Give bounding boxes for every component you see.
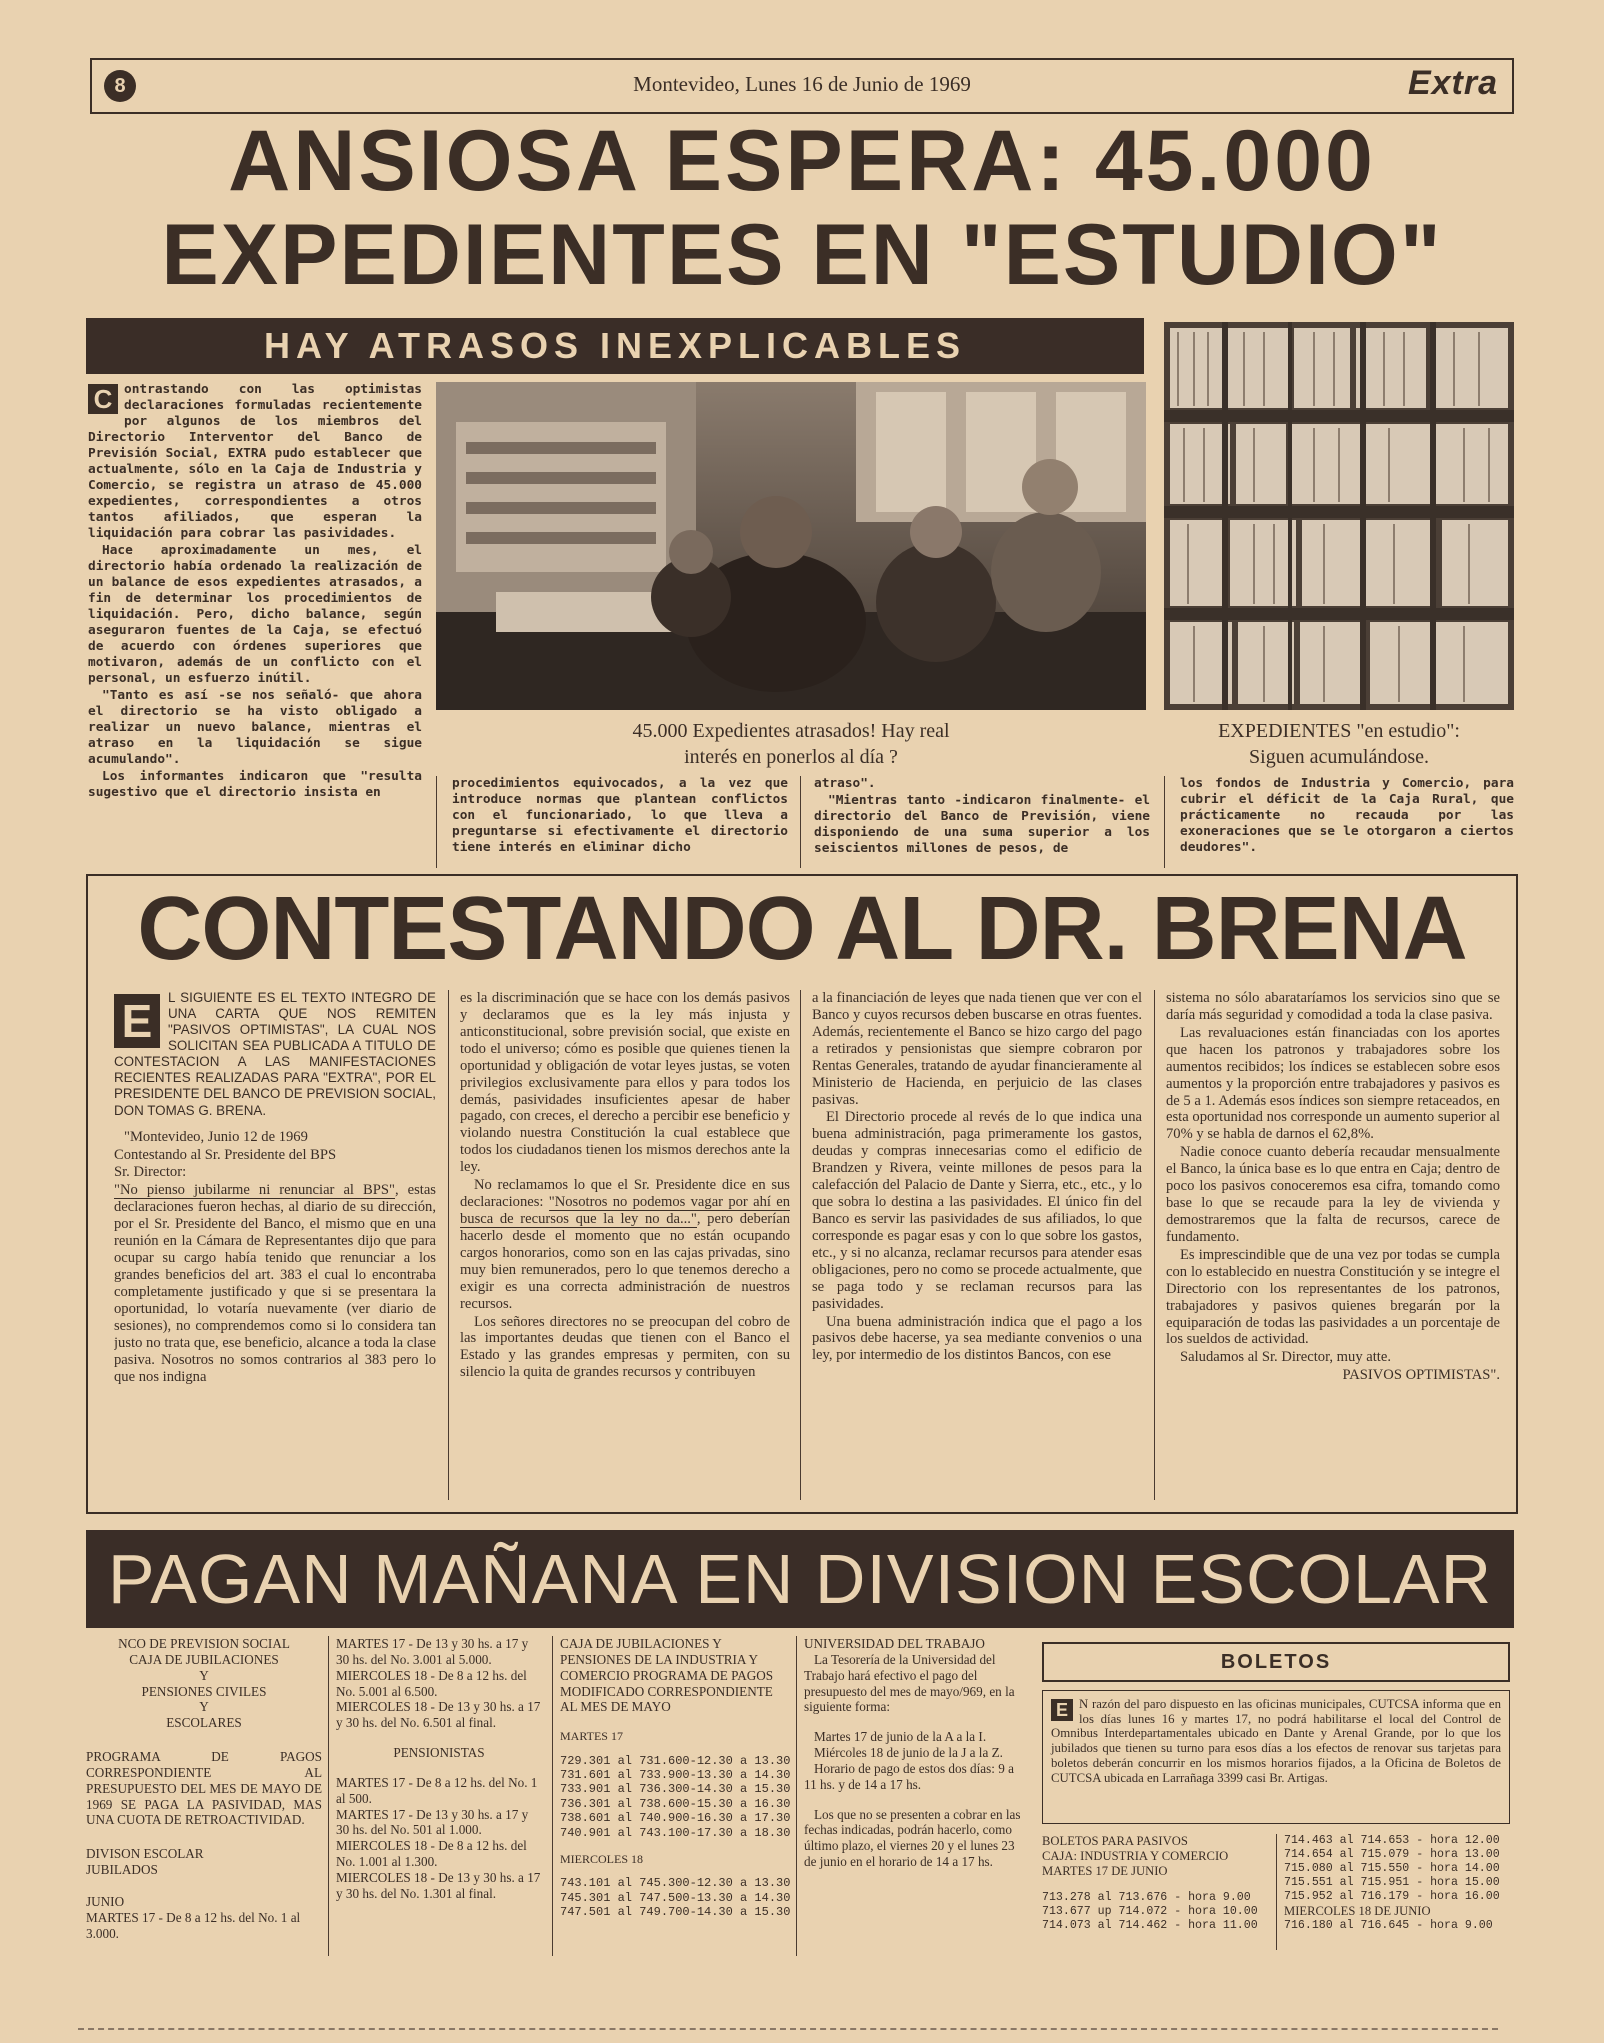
- story2-headline: CONTESTANDO AL DR. BRENA: [137, 879, 1467, 979]
- boletos-row-9: 716.180 al 716.645 - hora 9.00: [1284, 1918, 1493, 1932]
- story2-divider-3: [1154, 990, 1155, 1500]
- industria-row-4: 736.301 al 738.600-15.30 a 16.30: [560, 1796, 790, 1811]
- story2-column-4: [1166, 990, 1500, 1500]
- story2-dropcap: E: [114, 994, 160, 1048]
- boletos-row-5: 714.654 al 715.079 - hora 13.00: [1284, 1847, 1500, 1861]
- bps-program-text: PROGRAMA DE PAGOS CORRESPONDIENTE AL PRESUPUESTO DEL MES DE MAYO DE 1969 SE PAGA LA PASIVIDAD, MAS UNA CUOTA DE RETROACTIVIDAD.: [86, 1749, 322, 1828]
- industria-martes: MARTES 17: [560, 1729, 623, 1744]
- office-caption-line2: interés en ponerlos al día ?: [684, 746, 898, 768]
- boletos-sub-3: MARTES 17 DE JUNIO: [1042, 1864, 1168, 1879]
- story2-col2-p3: Los señores directores no se preocupan del cobro de las importantes deudas que tienen con el Banco el Estado y las grandes empresas y permiten, con su silencio la quita de grandes recursos y contribuyen: [460, 1313, 790, 1381]
- story3-divider-1: [328, 1636, 329, 1956]
- boletos-row-3: 714.073 al 714.462 - hora 11.00: [1042, 1919, 1258, 1933]
- utu-para-4: Horario de pago de estos dos días: 9 a 11 hs. y de 14 a 17 hs.: [804, 1760, 1014, 1792]
- boletos-notice-box: [1042, 1690, 1510, 1824]
- industria-row-2: 731.601 al 733.900-13.30 a 14.30: [560, 1768, 790, 1782]
- story1-headline-line1: ANSIOSA ESPERA: 45.000: [228, 113, 1376, 209]
- boletos-row-1: 713.278 al 713.676 - hora 9.00: [1042, 1891, 1251, 1905]
- story1-banner-text: HAY ATRASOS INEXPLICABLES: [263, 325, 967, 366]
- utu-para-1: La Tesorería de la Universidad del Trabajo hará efectivo el pago del presupuesto del mes de mayo/969, en la siguiente forma:: [804, 1651, 1015, 1715]
- bps-junio: JUNIO: [86, 1893, 125, 1909]
- shelves-photo-image: [1164, 322, 1514, 710]
- sched-2: MIERCOLES 18 - De 8 a 12 hs. del No. 5.001 al 6.500.: [336, 1667, 527, 1699]
- bps-line-6: ESCOLARES: [166, 1715, 242, 1731]
- boletos-notice-text: N razón del paro dispuesto en las oficinas municipales, CUTCSA informa que en los días lunes 16 y martes 17, no podrá habilitarse el local del Control de Omnibus Interdepartamentales ubicado en Dante y Arenal Grande, por lo que los jubilados que tienen su turno para esos días a los efectos de renovar sus tarjetas para boletos deberán concurrir en los mismos horarios fijados, a la Oficina de Boletos de CUTCSA ubicada en Larrañaga 3399 casi Br. Artigas.: [1051, 1697, 1501, 1785]
- industria-row-5: 738.601 al 740.900-16.30 a 17.30: [560, 1811, 790, 1826]
- industria-heading: CAJA DE JUBILACIONES Y PENSIONES DE LA INDUSTRIA Y COMERCIO PROGRAMA DE PAGOS MODIFICADO CORRESPONDIENTE AL MES DE MAYO: [560, 1636, 774, 1715]
- story1-column-2: [452, 776, 788, 868]
- story1-col3-text: "Mientras tanto -indicaron finalmente- el directorio del Banco de Previsión, viene disponiendo de una suma superior a los seiscientos millones de pesos, de: [814, 792, 1150, 856]
- story1-headline-line2: EXPEDIENTES EN "ESTUDIO": [161, 207, 1443, 303]
- story2-col2-p2: No reclamamos lo que el Sr. Presidente dice en sus declaraciones: "Nosotros no podemos vagar por ahí en busca de recursos que la ley no da...", pero deberían hacerlo desde el momento que no están ocupando cargos honorarios, como son en las cajas privadas, sino muy bien remunerados, pero lo que tenemos derecho a exigir es una correcta administración de nuestros recursos.: [460, 1177, 790, 1312]
- utu-para-5: Los que no se presenten a cobrar en las fechas indicadas, podrán hacerlo, como último plazo, el viernes 20 y el lunes 23 de junio en el horario de 14 a 17 hs.: [804, 1806, 1021, 1870]
- office-caption-line1: 45.000 Expedientes atrasados! Hay real: [632, 720, 950, 742]
- bottom-edge-rule: [78, 2028, 1498, 2030]
- page-header: [90, 58, 1514, 114]
- story2-col4-p2: Las revaluaciones están financiadas con los aportes que hacen los patronos y trabajadores sobre los aumentos recibidos; los índices se establecen sobre esos aumentos y la proporción entre trabajadores y pasivos es de 5 a 1. Además esos índices son siempre retaceados, en esta oportunidad nos corresponde un aumento superior al 70% y se habla de darnos el 62,8%.: [1166, 1024, 1500, 1143]
- industria-row-9: 747.501 al 749.700-14.30 a 15.30: [560, 1905, 790, 1920]
- bps-line-1: NCO DE PREVISION SOCIAL: [118, 1636, 290, 1651]
- bps-division: DIVISON ESCOLAR: [86, 1846, 204, 1862]
- story1-column-4: [1180, 776, 1514, 868]
- story3-column-1: [86, 1636, 322, 1956]
- boletos-sub-1: BOLETOS PARA PASIVOS: [1042, 1834, 1188, 1848]
- story3-divider-2: [552, 1636, 553, 1956]
- bps-line-3: Y: [199, 1667, 209, 1683]
- boletos-row-2: 713.677 up 714.072 - hora 10.00: [1042, 1905, 1258, 1919]
- boletos-list-b: [1284, 1834, 1512, 1954]
- sched-3: MIERCOLES 18 - De 13 y 30 hs. a 17 y 30 hs. del No. 6.501 al final.: [336, 1699, 541, 1731]
- story2-col4-p4: Es imprescindible que de una vez por todas se cumpla con lo establecido en nuestra Constitución y se integre el Directorio con los representantes de los patronos, trabajadores y pasivos quienes bregarán por la equiparación de todas las pasividades a un porcentaje de los sueldos de actividad.: [1166, 1246, 1500, 1348]
- story2-col3-p3: Una buena administración indica que el pago a los pasivos debe hacerse, ya sea mediante convenios o una ley, por intermedio de los distintos Bancos, con ese: [812, 1313, 1142, 1364]
- sched-7: MIERCOLES 18 - De 13 y 30 hs. a 17 y 30 hs. del No. 1.301 al final.: [336, 1869, 541, 1901]
- boletos-row-4: 714.463 al 714.653 - hora 12.00: [1284, 1834, 1500, 1847]
- story2-column-1: [114, 990, 436, 1500]
- story2-intro: E L SIGUIENTE ES EL TEXTO INTEGRO DE UNA CARTA QUE NOS REMITEN "PASIVOS OPTIMISTAS", LA CUAL NOS SOLICITAN SEA PUBLICADA A TITULO DE CONTESTACION A LAS MANIFESTACIONES RECIENTES REALIZADAS PARA "EXTRA", POR EL PRESIDENTE DEL BANCO DE PREVISION SOCIAL, DON TOMAS G. BRENA.: [114, 990, 436, 1118]
- sched-4: MARTES 17 - De 8 a 12 hs. del No. 1 al 500.: [336, 1774, 538, 1806]
- office-photo: [436, 382, 1146, 710]
- utu-heading: UNIVERSIDAD DEL TRABAJO: [804, 1636, 985, 1651]
- story2-col2-p1: es la discriminación que se hace con los demás pasivos y declaramos que es la ley más injusta y anticonstitucional, sobre previsión social, que existe en todo el universo; cómo es posible que quienes tienen la oportunidad y obligación de votar leyes justas, se voten privilegios exclusivamente para ellos y para todos los demás, pasividades insuficientes apesar de haber pagado, con creces, el derecho a percibir ese beneficio y violando nuestra Constitución la cual establece que todos los ciudadanos tienen los mismos derechos ante la ley.: [460, 990, 790, 1176]
- story3-banner-text: PAGAN MAÑANA EN DIVISION ESCOLAR: [107, 1540, 1493, 1618]
- boletos-row-8: 715.952 al 716.179 - hora 16.00: [1284, 1889, 1500, 1903]
- story1-dropcap: C: [88, 384, 118, 414]
- letter-para-1: "No pienso jubilarme ni renunciar al BPS", estas declaraciones fueron hechas, al diario de su dirección, por el Sr. Presidente del Banco, el mismo que en una reunión en la Cámara de Representantes dijo que para ocupar su cargo había tenido que renunciar a los grandes beneficios del art. 383 el cual lo encontraba completamente justificado y que si se presentara la oportunidad, lo votaría nuevamente (ver diario de sesiones), no comprendemos como si lo considera tan justo no trata que, ese beneficio, alcance a toda la clase pasiva. Nosotros no somos contrarios al 383 pero lo que nos indigna: [114, 1182, 436, 1385]
- boletos-row-6: 715.080 al 715.550 - hora 14.00: [1284, 1861, 1500, 1875]
- story2-divider-1: [448, 990, 449, 1500]
- story1-para-2: Hace aproximadamente un mes, el directorio había ordenado la realización de un balance de esos expedientes atrasados, a fin de determinar los procedimientos de liquidación. Pero, dicho balance, según aseguraron fuentes de la Caja, se efectuó de acuerdo con órdenes superiores que motivaron, además de un conflicto con el personal, un esfuerzo inútil.: [88, 542, 422, 686]
- story3-column-3: [560, 1636, 790, 1956]
- story3-banner: [86, 1530, 1514, 1628]
- story1-col3-lead: atraso".: [814, 776, 876, 791]
- shelves-caption-line2: Siguen acumulándose.: [1249, 746, 1429, 768]
- shelves-photo: [1164, 322, 1514, 710]
- boletos-title: BOLETOS: [1220, 1651, 1332, 1673]
- story1-col2-text: procedimientos equivocados, a la vez que introduce normas que plantean conflictos con el funcionariado, lo que lleva a preguntarse si efectivamente el directorio tiene interés en eliminar dicho: [452, 776, 788, 855]
- story2-column-2: [460, 990, 790, 1500]
- story1-divider-1: [436, 776, 437, 868]
- shelves-caption-line1: EXPEDIENTES "en estudio":: [1218, 720, 1460, 742]
- boletos-sub-2: CAJA: INDUSTRIA Y COMERCIO: [1042, 1849, 1229, 1864]
- story3-column-4: [804, 1636, 1026, 1956]
- bps-line-2: CAJA DE JUBILACIONES: [129, 1651, 279, 1667]
- story1-para-3: "Tanto es así -se nos señaló- que ahora el directorio se ha visto obligado a realizar un nuevo balance, mientras el atraso en la liquidación se sigue acumulando".: [88, 687, 422, 767]
- story2-col4-p1: sistema no sólo abarataríamos los servicios sino que se daría más seguridad y comodidad a toda la clase pasiva.: [1166, 990, 1500, 1023]
- boletos-title-box: [1042, 1642, 1510, 1682]
- dateline: Montevideo, Lunes 16 de Junio de 1969: [633, 72, 971, 96]
- story1-banner: [86, 318, 1144, 374]
- boletos-miercoles: MIERCOLES 18 DE JUNIO: [1284, 1903, 1431, 1918]
- boletos-list-a: [1042, 1834, 1274, 1954]
- story3-column-2: [336, 1636, 542, 1956]
- office-photo-image: [436, 382, 1146, 710]
- boletos-row-7: 715.551 al 715.951 - hora 15.00: [1284, 1875, 1500, 1889]
- boletos-dropcap: E: [1051, 1699, 1073, 1721]
- story2-divider-2: [800, 990, 801, 1500]
- sched-1: MARTES 17 - De 13 y 30 hs. a 17 y 30 hs. del No. 3.001 al 5.000.: [336, 1636, 529, 1667]
- pensionistas-heading: PENSIONISTAS: [393, 1745, 485, 1761]
- story2-col4-p3: Nadie conoce cuanto debería recaudar mensualmente el Banco, la única base es lo que entra en Caja; dentro de poco los pasivos conoceremos esa cifra, tomando como base lo que se recaude para la ley de vivienda y demostraremos que la falta de recursos, carece de fundamento.: [1166, 1144, 1500, 1245]
- story1-column-1: [88, 382, 422, 868]
- story2-column-3: [812, 990, 1142, 1500]
- bps-line-4: PENSIONES CIVILES: [141, 1683, 267, 1699]
- story1-divider-2: [800, 776, 801, 868]
- shelves-photo-caption: [1164, 718, 1514, 770]
- industria-miercoles: MIERCOLES 18: [560, 1851, 644, 1866]
- bps-martes-1: MARTES 17 - De 8 a 12 hs. del No. 1 al 3.000.: [86, 1909, 301, 1941]
- quote-nosotros: "Nosotros no podemos vagar por ahí en busca de recursos que la ley no da...": [460, 1194, 790, 1227]
- boletos-divider: [1276, 1834, 1277, 1950]
- story1-para-4: Los informantes indicaron que "resulta sugestivo que el directorio insista en: [88, 768, 422, 800]
- story2-closing: Saludamos al Sr. Director, muy atte.: [1180, 1349, 1391, 1366]
- letter-to: Contestando al Sr. Presidente del BPS: [114, 1146, 337, 1163]
- bps-line-5: Y: [199, 1699, 209, 1715]
- page-number-badge: 8: [104, 70, 136, 102]
- utu-para-3: Miércoles 18 de junio de la J a la Z.: [814, 1745, 1003, 1761]
- story2-col3-p2: El Directorio procede al revés de lo que indica una buena administración, paga primeramente los gastos, deudas y compras innecesarias como el edificio de Brandzen y Rivera, veinte millones de pesos para la calefacción del Palacio de Dante y Sierra, etc., etc., y lo que sobra lo destina a las pasividades. El único fin del Banco es servir las pasividades de sus afiliados, lo que corresponde es pagar esas y con lo que sobre los gastos, etc., y si no alcanza, reclamar recursos para atender esas obligaciones, pero no como se procede actualmente, que se paga todo y se reclaman recursos para las pasividades.: [812, 1109, 1142, 1312]
- industria-row-8: 745.301 al 747.500-13.30 a 14.30: [560, 1890, 790, 1905]
- industria-row-7: 743.101 al 745.300-12.30 a 13.30: [560, 1876, 790, 1891]
- story2-col3-p1: a la financiación de leyes que nada tienen que ver con el Banco y cuyos recursos deben buscarse en otras fuentes. Además, recientemente el Banco se hizo cargo del pago a retirados y pensionistas que siempre cobraron por Rentas Generales, tratando de ayudar financieramente al Ministerio de Hacienda, en perjuicio de las clases pasivas.: [812, 990, 1142, 1108]
- industria-row-3: 733.901 al 736.300-14.30 a 15.30: [560, 1782, 790, 1797]
- sched-5: MARTES 17 - De 13 y 30 hs. a 17 y 30 hs. del No. 501 al 1.000.: [336, 1806, 529, 1838]
- story1-divider-3: [1164, 776, 1165, 868]
- story1-para-1: C ontrastando con las optimistas declaraciones formuladas recientemente por algunos de los miembros del Directorio Interventor del Banco de Previsión Social, EXTRA pudo establecer que actualmente, sólo en la Caja de Industria y Comercio, se registra un atraso de 45.000 expedientes, correspondientes a otros tantos afiliados, que esperan la liquidación para cobrar las pasividades.: [88, 382, 422, 541]
- office-photo-caption: [436, 718, 1146, 770]
- letter-salutation: Sr. Director:: [114, 1164, 187, 1181]
- story2-signature: PASIVOS OPTIMISTAS".: [1342, 1367, 1500, 1384]
- utu-para-2: Martes 17 de junio de la A a la I.: [814, 1729, 987, 1745]
- quote-no-pienso: "No pienso jubilarme ni renunciar al BPS": [114, 1182, 395, 1199]
- letter-date: "Montevideo, Junio 12 de 1969: [124, 1128, 308, 1145]
- sched-6: MIERCOLES 18 - De 8 a 12 hs. del No. 1.001 al 1.300.: [336, 1838, 527, 1870]
- story3-divider-3: [796, 1636, 797, 1956]
- industria-row-6: 740.901 al 743.100-17.30 a 18.30: [560, 1825, 790, 1840]
- story1-col4-text: los fondos de Industria y Comercio, para cubrir el déficit de la Caja Rural, que prácticamente no recauda por las exoneraciones que se le otorgaron a ciertos deudores".: [1180, 776, 1514, 855]
- story1-column-3: [814, 776, 1150, 868]
- industria-row-1: 729.301 al 731.600-12.30 a 13.30: [560, 1753, 790, 1768]
- masthead-logo: Extra: [1407, 64, 1498, 102]
- bps-jubilados: JUBILADOS: [86, 1862, 158, 1878]
